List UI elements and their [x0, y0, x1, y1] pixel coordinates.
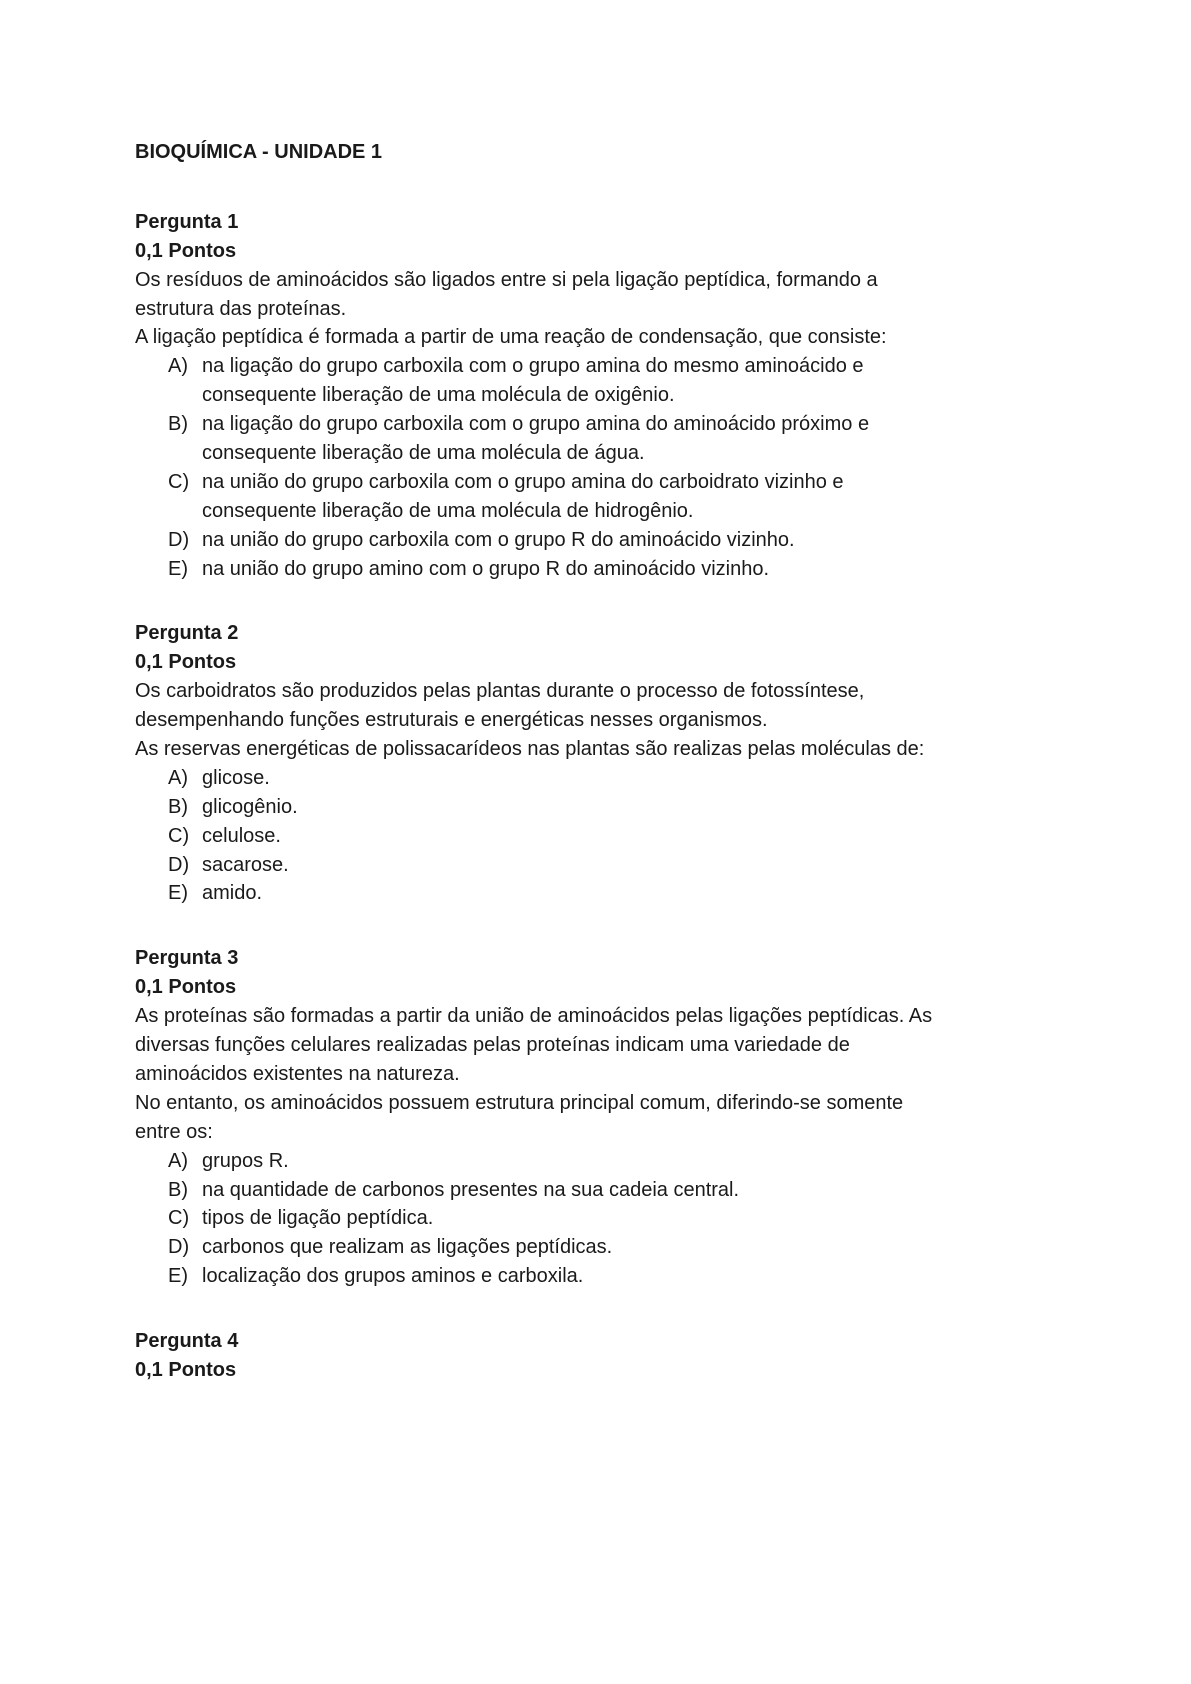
- option-text-line: [135, 381, 1035, 410]
- option-letter: A): [168, 355, 188, 378]
- option-text-line: [135, 1176, 1035, 1205]
- option-letter: D): [168, 853, 190, 876]
- option-text-line: [135, 793, 1035, 822]
- option-text-line: [135, 526, 1035, 555]
- question-heading: Pergunta 2: [135, 622, 239, 645]
- question-stem-line: estrutura das proteínas.: [135, 297, 347, 320]
- option-text: na ligação do grupo carboxila com o grupo amina do aminoácido próximo e: [202, 413, 870, 436]
- option-text: sacarose.: [202, 853, 289, 876]
- answer-option-b: [135, 793, 1035, 822]
- option-text-line: [135, 439, 1035, 468]
- option-letter: C): [168, 470, 190, 493]
- document-page: [135, 138, 1035, 1421]
- option-text: na quantidade de carbonos presentes na sua cadeia central.: [202, 1178, 740, 1201]
- option-text-line: [135, 410, 1035, 439]
- option-text-line: [135, 879, 1035, 908]
- option-letter: B): [168, 413, 188, 436]
- question-stem-line: No entanto, os aminoácidos possuem estrutura principal comum, diferindo-se somente: [135, 1091, 904, 1114]
- option-text-line: [135, 1233, 1035, 1262]
- option-text: tipos de ligação peptídica.: [202, 1207, 434, 1230]
- question-list: [135, 208, 1035, 1385]
- question-1: [135, 208, 1035, 584]
- option-text: amido.: [202, 882, 263, 905]
- option-letter: B): [168, 1178, 188, 1201]
- option-letter: C): [168, 824, 190, 847]
- question-heading: Pergunta 1: [135, 210, 239, 233]
- answer-option-a: [135, 352, 1035, 410]
- question-4: [135, 1327, 1035, 1385]
- option-text: na união do grupo amino com o grupo R do aminoácido vizinho.: [202, 557, 770, 580]
- option-text: na união do grupo carboxila com o grupo R do aminoácido vizinho.: [202, 528, 795, 551]
- answer-option-a: [135, 764, 1035, 793]
- question-points: 0,1 Pontos: [135, 651, 237, 674]
- option-letter: E): [168, 882, 188, 905]
- option-letter: C): [168, 1207, 190, 1230]
- answer-option-d: [135, 851, 1035, 880]
- option-text: consequente liberação de uma molécula de água.: [202, 442, 645, 465]
- option-text: consequente liberação de uma molécula de oxigênio.: [202, 384, 675, 407]
- answer-option-d: [135, 526, 1035, 555]
- question-stem-line: entre os:: [135, 1120, 213, 1143]
- question-points: 0,1 Pontos: [135, 1358, 237, 1381]
- question-2: [135, 619, 1035, 908]
- answer-option-b: [135, 1176, 1035, 1205]
- option-text: consequente liberação de uma molécula de hidrogênio.: [202, 499, 694, 522]
- option-text: celulose.: [202, 824, 281, 847]
- question-stem-line: aminoácidos existentes na natureza.: [135, 1062, 460, 1085]
- option-text: glicogênio.: [202, 795, 298, 818]
- question-stem-line: A ligação peptídica é formada a partir de uma reação de condensação, que consiste:: [135, 326, 887, 349]
- option-text-line: [135, 1204, 1035, 1233]
- option-text-line: [135, 1147, 1035, 1176]
- answer-option-c: [135, 1204, 1035, 1233]
- question-stem-line: Os resíduos de aminoácidos são ligados entre si pela ligação peptídica, formando a: [135, 268, 878, 291]
- answer-option-a: [135, 1147, 1035, 1176]
- option-text-line: [135, 555, 1035, 584]
- option-text-line: [135, 1262, 1035, 1291]
- option-text: na ligação do grupo carboxila com o grupo amina do mesmo aminoácido e: [202, 355, 864, 378]
- option-letter: A): [168, 766, 188, 789]
- question-stem-line: As reservas energéticas de polissacarídeos nas plantas são realizas pelas moléculas de:: [135, 738, 925, 761]
- option-text: na união do grupo carboxila com o grupo amina do carboidrato vizinho e: [202, 470, 844, 493]
- answer-option-d: [135, 1233, 1035, 1262]
- option-text: localização dos grupos aminos e carboxila.: [202, 1265, 584, 1288]
- answer-option-e: [135, 555, 1035, 584]
- question-heading: Pergunta 4: [135, 1330, 239, 1353]
- option-letter: B): [168, 795, 188, 818]
- option-letter: E): [168, 1265, 188, 1288]
- question-stem-line: desempenhando funções estruturais e energéticas nesses organismos.: [135, 709, 768, 732]
- option-text-line: [135, 468, 1035, 497]
- question-3: [135, 944, 1035, 1291]
- question-heading: Pergunta 3: [135, 947, 239, 970]
- question-points: 0,1 Pontos: [135, 976, 237, 999]
- option-text-line: [135, 822, 1035, 851]
- option-text: grupos R.: [202, 1149, 289, 1172]
- option-letter: E): [168, 557, 188, 580]
- option-text: glicose.: [202, 766, 270, 789]
- option-text-line: [135, 851, 1035, 880]
- question-points: 0,1 Pontos: [135, 239, 237, 262]
- option-letter: A): [168, 1149, 188, 1172]
- question-stem-line: Os carboidratos são produzidos pelas plantas durante o processo de fotossíntese,: [135, 680, 865, 703]
- answer-option-c: [135, 822, 1035, 851]
- option-text: carbonos que realizam as ligações peptídicas.: [202, 1236, 613, 1259]
- option-text-line: [135, 764, 1035, 793]
- answer-option-c: [135, 468, 1035, 526]
- question-stem-line: As proteínas são formadas a partir da união de aminoácidos pelas ligações peptídicas. As: [135, 1005, 933, 1028]
- document-title: BIOQUÍMICA - UNIDADE 1: [135, 141, 383, 163]
- answer-option-b: [135, 410, 1035, 468]
- option-letter: D): [168, 1236, 190, 1259]
- option-letter: D): [168, 528, 190, 551]
- answer-option-e: [135, 879, 1035, 908]
- option-text-line: [135, 497, 1035, 526]
- question-stem-line: diversas funções celulares realizadas pelas proteínas indicam uma variedade de: [135, 1034, 850, 1057]
- answer-option-e: [135, 1262, 1035, 1291]
- option-text-line: [135, 352, 1035, 381]
